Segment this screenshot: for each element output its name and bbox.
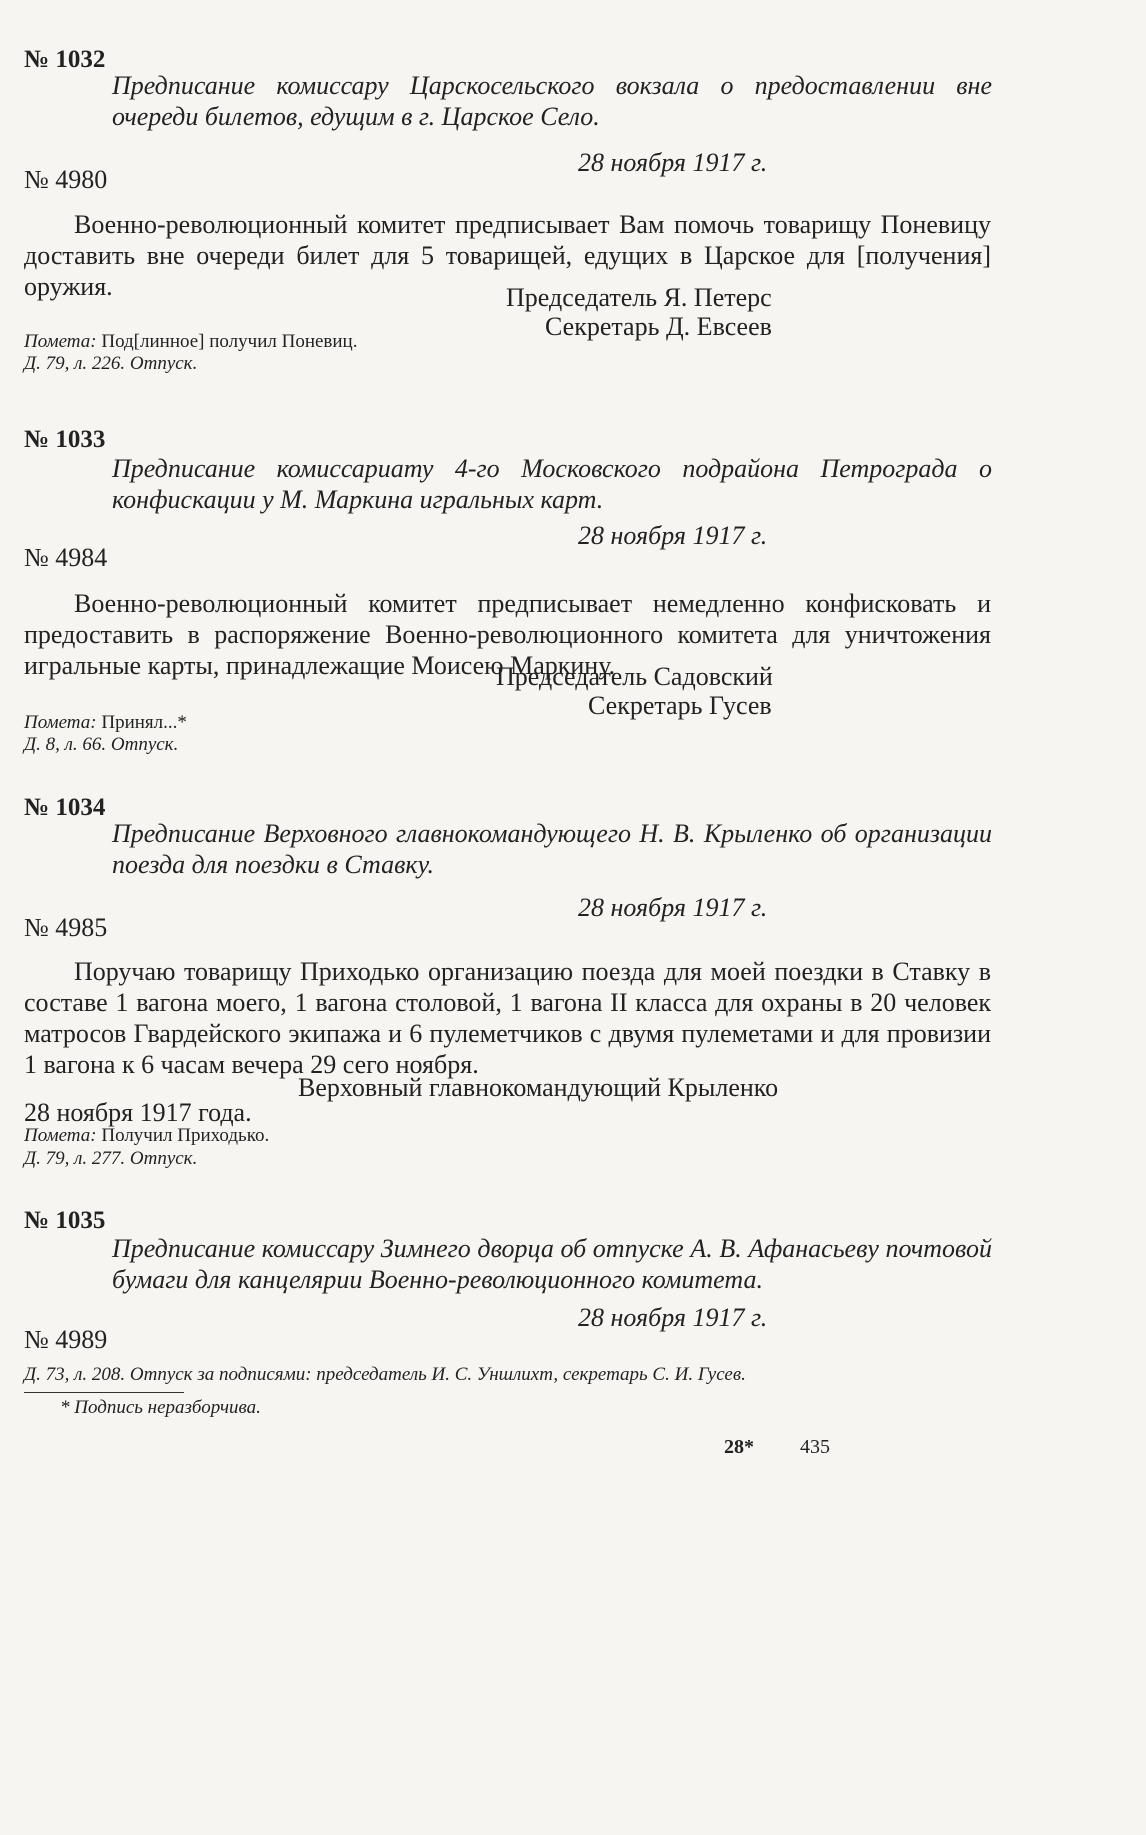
footnote-rule: [24, 1392, 184, 1393]
doc-1033-title: Предписание комиссариату 4-го Московского подрайона Петрограда о конфискации у М. Маркина игральных карт.: [112, 454, 992, 514]
doc-1033-archive-ref: Д. 8, л. 66. Отпуск.: [24, 734, 179, 755]
footnote: * Подпись неразборчива.: [60, 1397, 261, 1418]
doc-1034-note: [24, 1125, 269, 1147]
doc-1033-signature-secretary: Секретарь Гусев: [588, 691, 772, 720]
doc-1032-note-label: Помета:: [24, 331, 97, 352]
doc-1033-note-text: Принял...*: [96, 712, 187, 733]
doc-1033-date: 28 ноября 1917 г.: [578, 521, 768, 550]
doc-1032-body: Военно-революционный комитет предписывает Вам помочь товарищу Поневицу доставить вне очереди билет для 5 товарищей, едущих в Царское для [получения] оружия.: [24, 210, 991, 301]
doc-1032-signature-secretary: Секретарь Д. Евсеев: [545, 312, 772, 341]
doc-1032-reg-number: № 4980: [24, 165, 108, 194]
doc-1032-note: [24, 331, 357, 353]
doc-1035-archive-ref: Д. 73, л. 208. Отпуск за подписями: председатель И. С. Уншлихт, секретарь С. И. Гусев.: [24, 1364, 746, 1385]
doc-1035-date: 28 ноября 1917 г.: [578, 1303, 768, 1332]
doc-1035-reg-number: № 4989: [24, 1325, 108, 1354]
doc-1033-note: [24, 712, 187, 734]
doc-1032-signature-chair: Председатель Я. Петерс: [506, 283, 772, 312]
doc-1035-number: № 1035: [24, 1207, 106, 1234]
page-number: 435: [800, 1436, 830, 1458]
signature-mark: 28*: [724, 1436, 754, 1458]
doc-1034-signature: Верховный главнокомандующий Крыленко: [298, 1073, 779, 1102]
doc-1034-note-label: Помета:: [24, 1125, 97, 1146]
doc-1034-title: Предписание Верховного главнокомандующего Н. В. Крыленко об организации поезда для поездки в Ставку.: [112, 819, 992, 879]
doc-1032-note-text: Под[линное] получил Поневиц.: [96, 331, 358, 352]
doc-1032-title: Предписание комиссару Царскосельского вокзала о предоставлении вне очереди билетов, едущим в г. Царское Село.: [112, 71, 992, 131]
doc-1034-date: 28 ноября 1917 г.: [578, 893, 768, 922]
doc-1033-signature-chair: Председатель Садовский: [496, 662, 773, 691]
doc-1034-note-text: Получил Приходько.: [96, 1125, 270, 1146]
doc-1033-number: № 1033: [24, 426, 106, 453]
doc-1035-title: Предписание комиссару Зимнего дворца об отпуске А. В. Афанасьеву почтовой бумаги для канцелярии Военно-революционного комитета.: [112, 1234, 992, 1294]
doc-1034-signature-date: 28 ноября 1917 года.: [24, 1098, 252, 1127]
doc-1032-date: 28 ноября 1917 г.: [578, 148, 768, 177]
doc-1033-reg-number: № 4984: [24, 543, 108, 572]
doc-1033-note-label: Помета:: [24, 712, 97, 733]
doc-1034-body: Поручаю товарищу Приходько организацию поезда для моей поездки в Ставку в составе 1 вагона моего, 1 вагона столовой, 1 вагона II класса для охраны в 20 человек матросов Гвардейского экипажа и 6 пулеметчиков с двумя пулеметами и для провизии 1 вагона к 6 часам вечера 29 сего ноября.: [24, 957, 991, 1079]
doc-1034-number: № 1034: [24, 794, 106, 821]
doc-1033-body: Военно-революционный комитет предписывает немедленно конфисковать и предоставить в распоряжение Военно-революционного комитета для уничтожения игральные карты, принадлежащие Моисею Маркину.: [24, 589, 991, 680]
doc-1034-archive-ref: Д. 79, л. 277. Отпуск.: [24, 1148, 198, 1169]
doc-1032-number: № 1032: [24, 46, 106, 73]
doc-1032-archive-ref: Д. 79, л. 226. Отпуск.: [24, 353, 198, 374]
doc-1034-reg-number: № 4985: [24, 913, 108, 942]
